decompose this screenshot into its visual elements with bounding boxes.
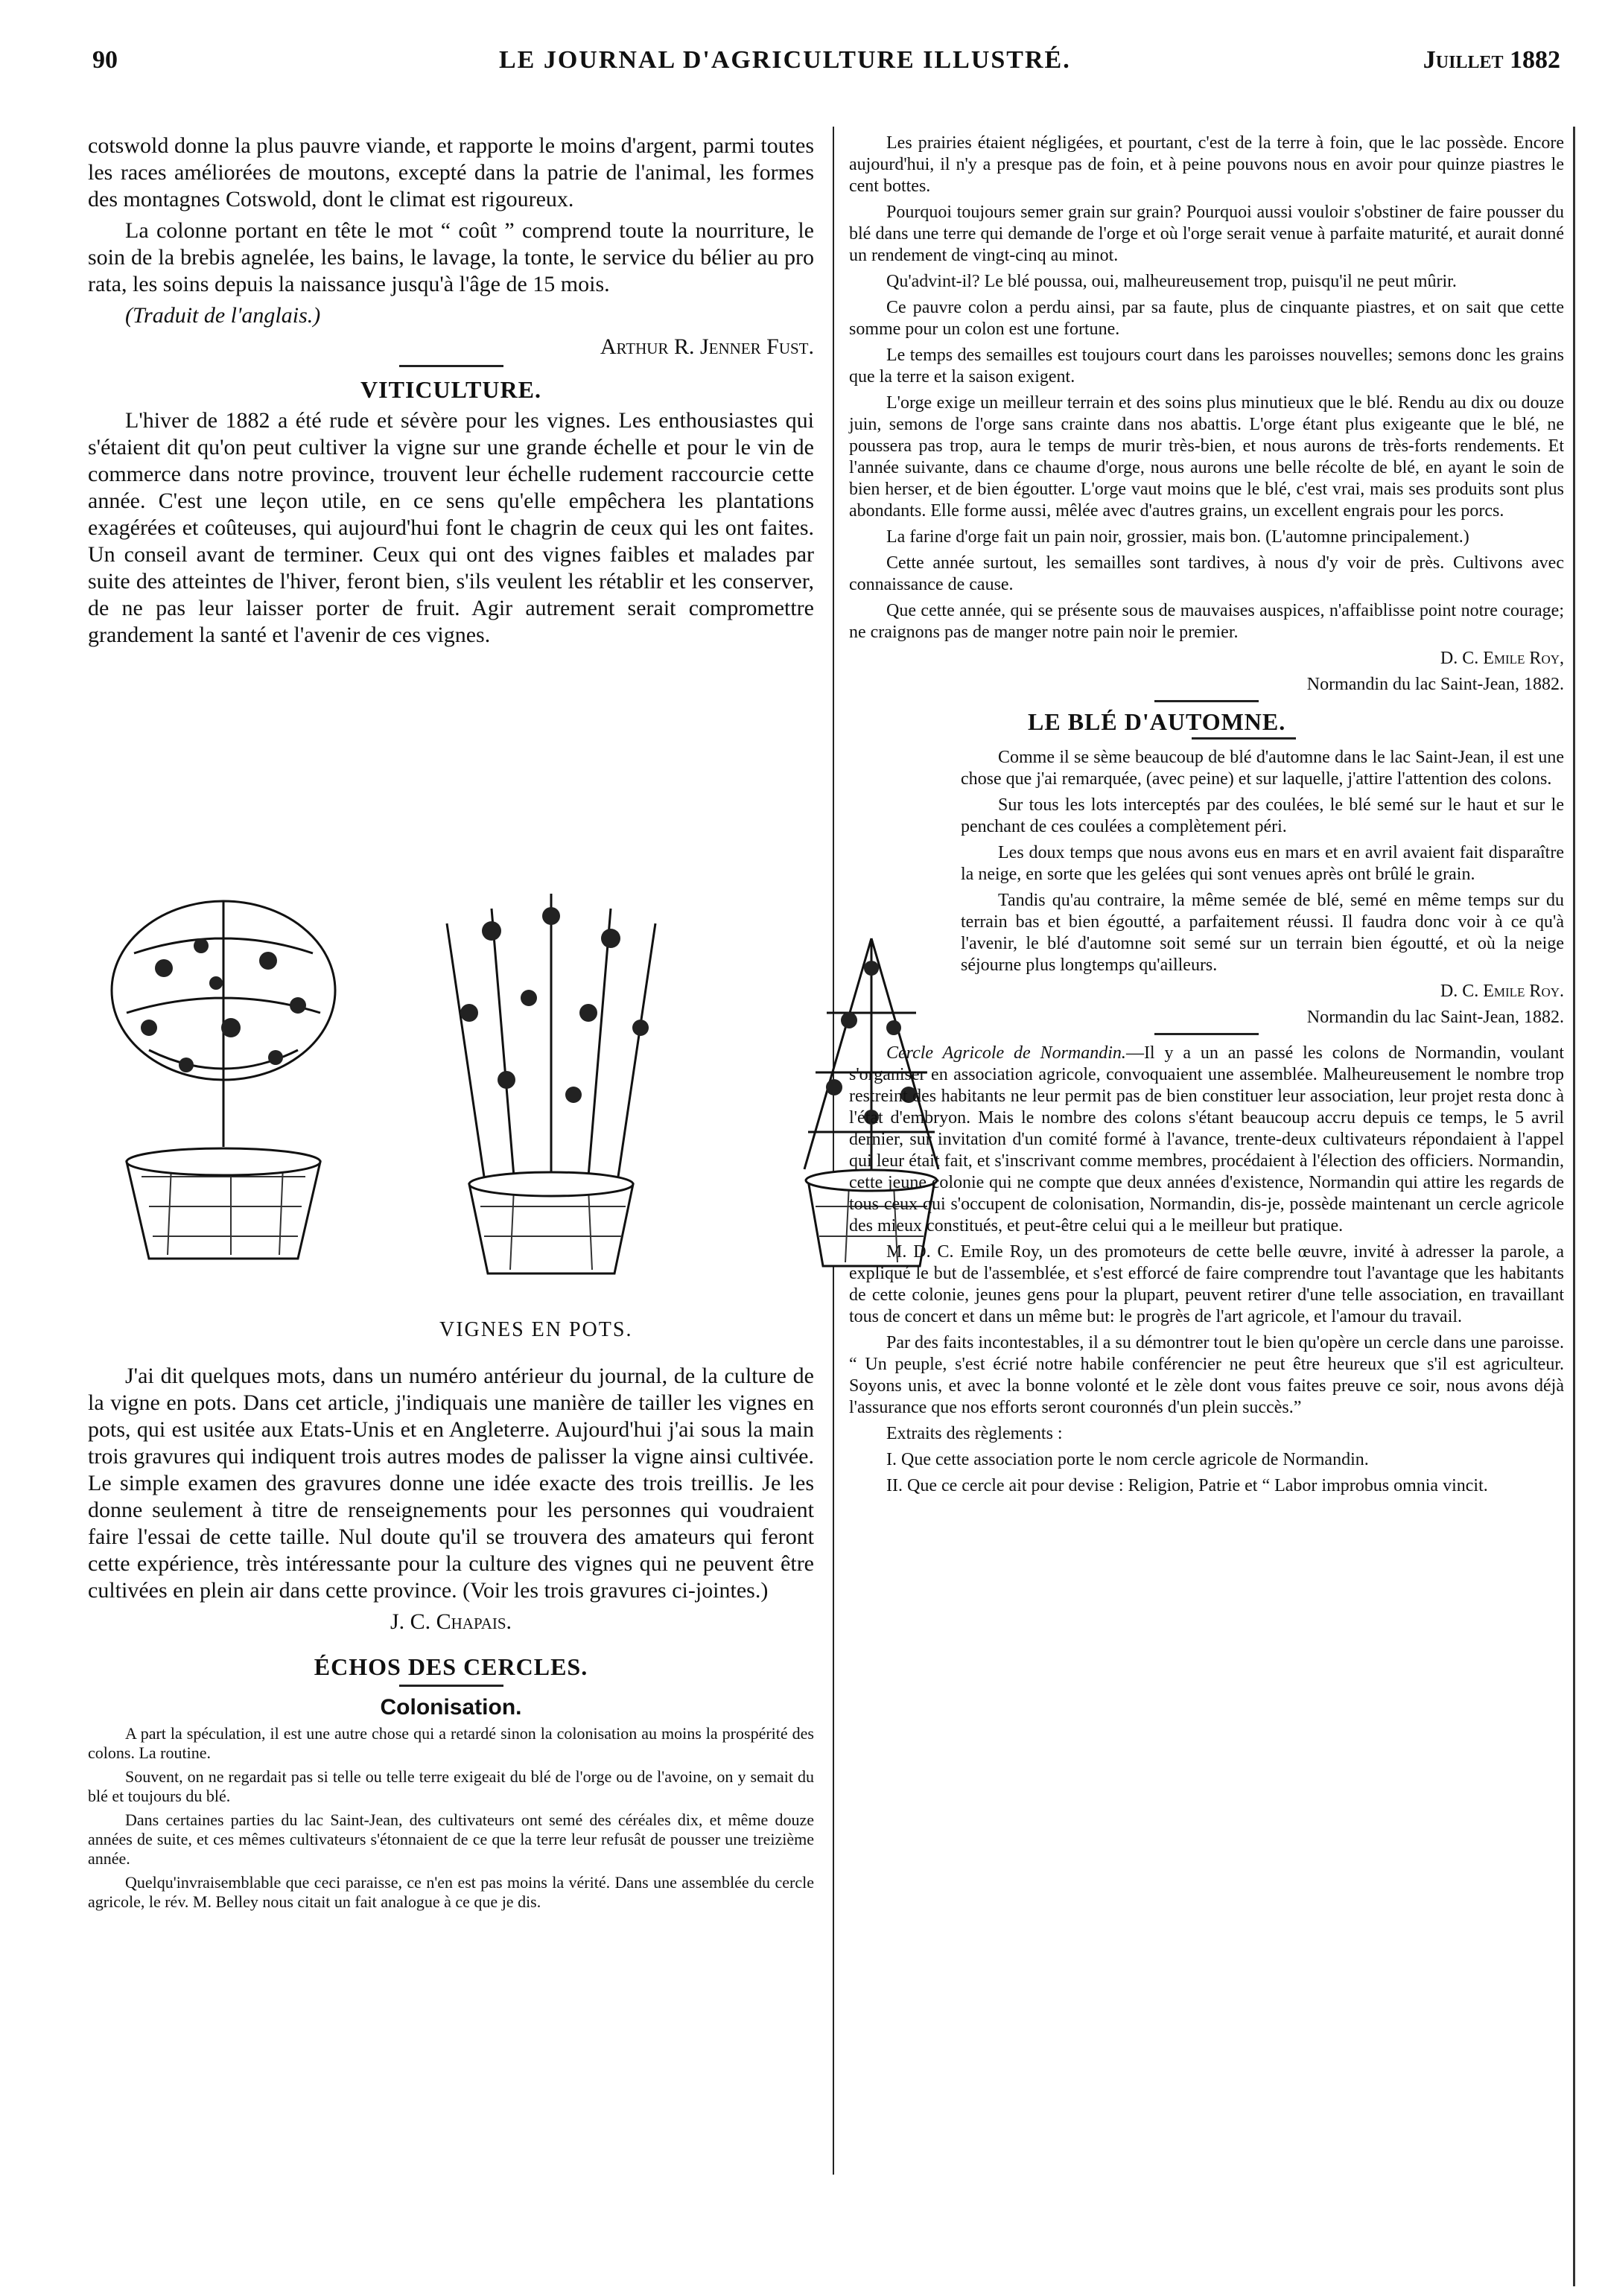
paragraph: Le temps des semailles est toujours court dans les paroisses nouvelles; semons donc les grains que la terre et la saison exigent. bbox=[849, 346, 1564, 387]
paragraph: M. D. C. Emile Roy, un des promoteurs de cette belle œuvre, invité à adresser la parole, a expliqué le but de l'assemblée, et s'est efforcé de faire comprendre tout l'avantage que les habitants de cette colonie, jeunes gens pour la plupart, peuvent retirer d'une telle association, en travaillant tous de concert et dans un même but: le progrès de l'art agricole, et l'amour du travail. bbox=[849, 1242, 1564, 1326]
author-signature: Arthur R. Jenner Fust. bbox=[600, 334, 814, 359]
section-heading-viticulture: VITICULTURE. bbox=[360, 376, 541, 403]
separator bbox=[399, 1685, 503, 1687]
paragraph: La colonne portant en tête le mot “ coût ” comprend toute la nourriture, le soin de la brebis agnelée, les bains, le lavage, la tonte, le service du bélier au pro rata, les soins depuis la naissance jusqu'à l'âge de 15 mois. bbox=[88, 218, 814, 296]
page-edge-rule bbox=[1573, 127, 1575, 2286]
section-heading-ble: LE BLÉ D'AUTOMNE. bbox=[1028, 708, 1286, 735]
paragraph bbox=[849, 1043, 1564, 1237]
page-number: 90 bbox=[92, 46, 118, 74]
paragraph: Cette année surtout, les semailles sont tardives, à nous d'y voir de près. Cultivons avec connaissance de cause. bbox=[849, 553, 1564, 594]
right-column bbox=[849, 133, 1564, 1501]
paragraph: I. Que cette association porte le nom cercle agricole de Normandin. bbox=[886, 1450, 1369, 1469]
separator bbox=[1192, 737, 1296, 740]
paragraph: Dans certaines parties du lac Saint-Jean, des cultivateurs ont semé des céréales dix, et même douze années de suite, et ces mêmes cultivateurs s'étonnaient de ce que la terre leur refusât de pousser une treizième année. bbox=[88, 1810, 814, 1868]
paragraph: Les prairies étaient négligées, et pourtant, c'est de la terre à foin, que le lac possède. Encore aujourd'hui, il n'y a presque pas de foin, et à peine pouvons nous en avoir pour quinze piastres le cent bottes. bbox=[849, 133, 1564, 196]
paragraph: Par des faits incontestables, il a su démontrer tout le bien qu'opère un cercle dans une paroisse. “ Un peuple, s'est écrié notre habile conférencier ne peut être heureux que s'il est agriculteur. Soyons unis, et avec la bonne volonté et le zèle dont vous faites preuve ce soir, nous avons déjà l'assurance que nos efforts seront couronnés d'un plein succès.” bbox=[849, 1333, 1564, 1417]
paragraph: Souvent, on ne regardait pas si telle ou telle terre exigeait du blé de l'orge ou de l'avoine, on y semait du blé et toujours du blé. bbox=[88, 1767, 814, 1805]
vine-pot-engraving-2 bbox=[417, 864, 685, 1281]
paragraph: Comme il se sème beaucoup de blé d'automne dans le lac Saint-Jean, il est une chose que j'ai remarquée, (avec peine) et sur laquelle, j'attire l'attention des colons. bbox=[961, 748, 1564, 789]
author-signature: D. C. Emile Roy. bbox=[1440, 982, 1564, 1001]
paragraph: Que cette année, qui se présente sous de mauvaises auspices, n'affaiblisse point notre courage; ne craignons pas de manger notre pain noir le premier. bbox=[849, 601, 1564, 642]
section-heading-echos: ÉCHOS DES CERCLES. bbox=[314, 1653, 588, 1680]
signature-place: Normandin du lac Saint-Jean, 1882. bbox=[1306, 675, 1564, 694]
figure-caption: VIGNES EN POTS. bbox=[439, 1318, 633, 1341]
separator bbox=[399, 365, 503, 367]
journal-title: LE JOURNAL D'AGRICULTURE ILLUSTRÉ. bbox=[499, 46, 1071, 74]
paragraph: Sur tous les lots interceptés par des coulées, le blé semé sur le haut et sur le penchant de ces coulées a complètement péri. bbox=[961, 795, 1564, 836]
paragraph: L'orge exige un meilleur terrain et des soins plus minutieux que le blé. Rendu au dix ou douze juin, semons de l'orge sans crainte dans nos abattis. L'orge étant plus exigeante que le blé, ne poussera pas trop, aura le temps de murir très-bien, et nous aurons de très-forts rendements. Et l'année suivante, dans ce chaume d'orge, nous aurons une belle récolte de blé, en ayant le soin de bien herser, et de bien égoutter. L'orge vaut moins que le blé, c'est vrai, mais ses produits sont plus abondants. Elle forme aussi, mêlée avec d'autres grains, un excellent engrais pour les porcs. bbox=[849, 393, 1564, 521]
paragraph: cotswold donne la plus pauvre viande, et rapporte le moins d'argent, parmi toutes les races améliorées de moutons, excepté dans la patrie de l'animal, les formes des montagnes Cotswold, dont le climat est rigoureux. bbox=[88, 133, 814, 212]
left-column-top bbox=[88, 133, 814, 653]
page-header bbox=[82, 46, 1560, 91]
paragraph: Ce pauvre colon a perdu ainsi, par sa faute, plus de cinquante piastres, et on sait que cette somme pour un colon est une fortune. bbox=[849, 298, 1564, 339]
article-text: —Il y a un an passé les colons de Normandin, voulant s'organiser en association agricole, convoquaient une assemblée. Malheureusement le nombre trop restreint des habitants ne leur permit pas de bien constituer leur association, leur projet resta donc à l'état d'embryon. Mais le nombre des colons s'étant beaucoup accru depuis ce temps, le 5 avril dernier, sur invitation d'un comité formé à l'avance, trente-deux cultivateurs répondaient à l'appel qui leur était fait, et s'inscrivant comme membres, procédaient à l'élection des officiers. Normandin, cette jeune colonie qui ne compte que deux années d'existence, Normandin qui attire les regards de tous ceux qui s'occupent de colonisation, Normandin, dis-je, possède maintenant un cercle agricole des mieux constitués, et peut-être celui qui a le meilleur but pratique. bbox=[849, 1043, 1564, 1236]
left-column-bottom bbox=[88, 1363, 814, 1916]
paragraph: Quelqu'invraisemblable que ceci paraisse, ce n'en est pas moins la vérité. Dans une assemblée du cercle agricole, le rév. M. Belley nous citait un fait analogue à ce que je dis. bbox=[88, 1873, 814, 1911]
paragraph: Tandis qu'au contraire, la même semée de blé, semé en même temps sur du terrain bas et bien égoutté, a parfaitement réussi. Il faudra donc voir à ce qu'à l'avenir, le blé d'automne soit semé sur un terrain bien égoutté, et où la neige séjourne plus longtemps qu'ailleurs. bbox=[961, 891, 1564, 975]
paragraph: II. Que ce cercle ait pour devise : Religion, Patrie et “ Labor improbus omnia vincit. bbox=[886, 1476, 1488, 1495]
paragraph: J'ai dit quelques mots, dans un numéro antérieur du journal, de la culture de la vigne en pots. Dans cet article, j'indiquais une manière de tailler les vignes en pots, qui est usitée aux Etats-Unis et en Angleterre. Aujourd'hui j'ai sous la main trois gravures qui indiquent trois autres modes de palisser la vigne ainsi cultivée. Le simple examen des gravures donne une idée exacte des trois treillis. Je les donne seulement à titre de renseignements pour les personnes qui voudraient faire l'essai de cette taille. Nul doute qu'il se trouvera des amateurs qui feront cette expérience, très intéressante pour la culture des vignes qui ne peuvent être cultivées en plein air dans cette province. (Voir les trois gravures ci-jointes.) bbox=[88, 1364, 814, 1603]
separator bbox=[1154, 1033, 1259, 1035]
paragraph: Les doux temps que nous avons eus en mars et en avril avaient fait disparaître la neige, en sorte que les gelées qui sont venues après ont brûlé le grain. bbox=[961, 843, 1564, 884]
issue-date: Juillet 1882 bbox=[1423, 46, 1560, 74]
signature-place: Normandin du lac Saint-Jean, 1882. bbox=[1306, 1008, 1564, 1027]
paragraph: Pourquoi toujours semer grain sur grain? Pourquoi aussi vouloir s'obstiner de faire pousser du blé dans une terre qui demande de l'orge et où l'orge serait venue à parfaite maturité, et aurait donné un rendement de vingt-cinq au minot. bbox=[849, 203, 1564, 265]
paragraph: A part la spéculation, il est une autre chose qui a retardé sinon la colonisation au moins la prospérité des colons. La routine. bbox=[88, 1724, 814, 1762]
subsection-heading-colonisation: Colonisation. bbox=[380, 1695, 522, 1720]
paragraph: Extraits des règlements : bbox=[886, 1424, 1063, 1443]
vine-pot-engraving-1 bbox=[82, 879, 365, 1266]
paragraph: La farine d'orge fait un pain noir, grossier, mais bon. (L'automne principalement.) bbox=[886, 527, 1469, 547]
paragraph: L'hiver de 1882 a été rude et sévère pour les vignes. Les enthousiastes qui s'étaient dit qu'on peut cultiver la vigne sur une grande échelle et pour le vin de commerce dans notre province, trouvent leur échelle rudement raccourcie cette année. C'est une leçon utile, en ce sens qu'elle empêchera les plantations exagérées et coûteuses, qui aujourd'hui font le chagrin de ceux qui les ont faites. Un conseil avant de terminer. Ceux qui ont des vignes faibles et malades par suite des atteintes de l'hiver, feront bien, s'ils veulent les rétablir et les conserver, de ne pas leur laisser porter de fruit. Agir autrement serait compromettre grandement la santé et l'avenir de ces vignes. bbox=[88, 408, 814, 647]
author-signature: D. C. Emile Roy, bbox=[1440, 649, 1564, 668]
separator bbox=[1154, 700, 1259, 702]
translation-note: (Traduit de l'anglais.) bbox=[125, 303, 321, 328]
article-lead: Cercle Agricole de Normandin. bbox=[886, 1043, 1126, 1063]
paragraph: Qu'advint-il? Le blé poussa, oui, malheureusement trop, puisqu'il ne peut mûrir. bbox=[886, 272, 1457, 291]
author-signature: J. C. Chapais. bbox=[390, 1609, 512, 1634]
